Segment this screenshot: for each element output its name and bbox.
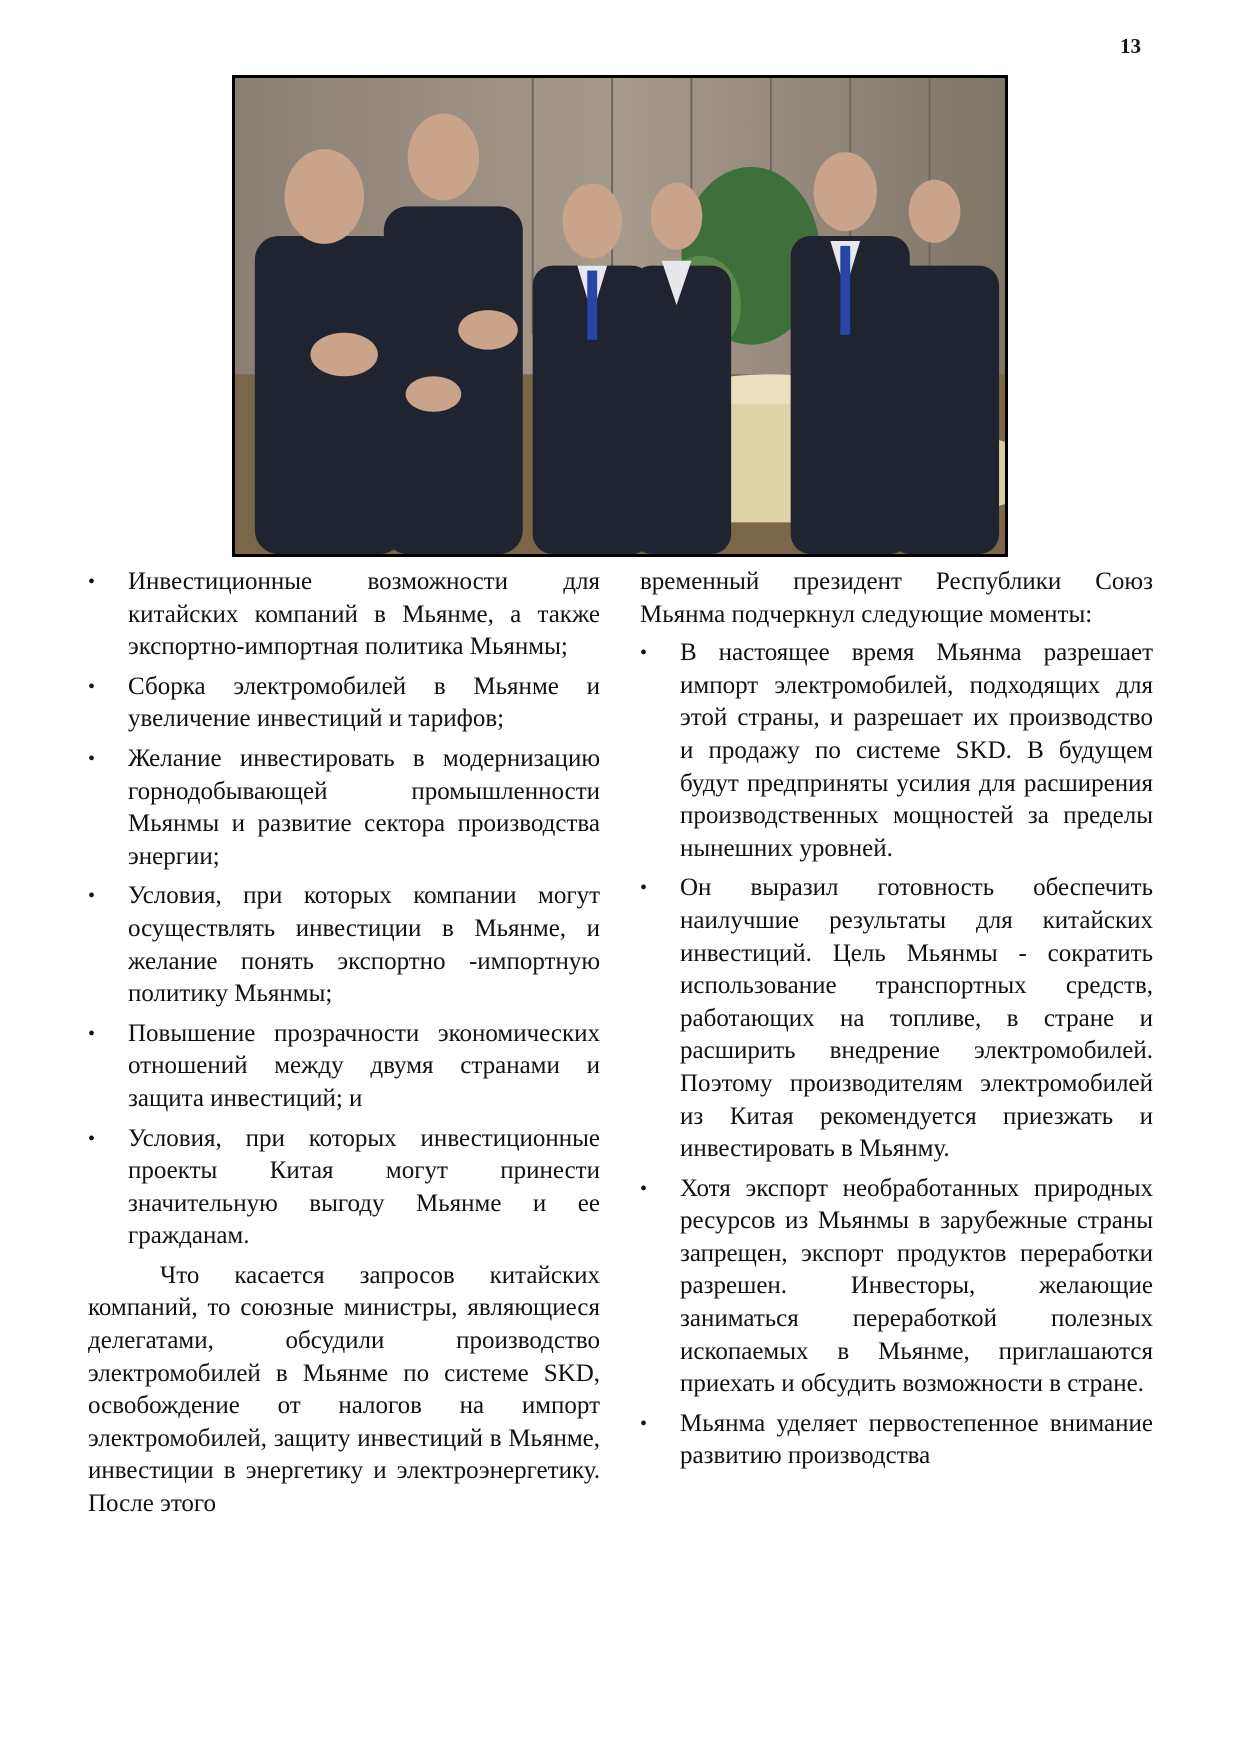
right-column <box>640 566 1153 1480</box>
list-item: • Условия, при которых инвестиционные проекты Китая могут принести значительную выгоду Мьянме и ее гражданам. <box>88 1123 600 1253</box>
left-column <box>88 566 600 1521</box>
list-item: • Хотя экспорт необработанных природных ресурсов из Мьянмы в зарубежные страны запрещен, экспорт продуктов переработки разрешен. Инвесторы, желающие заниматься переработкой полезных ископаемых в Мьянме, приглашаются приехать и обсудить возможности в стране. <box>640 1173 1153 1401</box>
page-number: 13 <box>1120 34 1141 58</box>
list-item: • В настоящее время Мьянма разрешает импорт электромобилей, подходящих для этой страны, и разрешает их производство и продажу по системе SKD. В будущем будут предприняты усилия для расширения производственных мощностей за пределы нынешних уровней. <box>640 637 1153 865</box>
left-bullet-list <box>88 566 600 1253</box>
list-item: • Инвестиционные возможности для китайских компаний в Мьянме, а также экспортно-импортная политика Мьянмы; <box>88 566 600 664</box>
intro-paragraph: временный президент Республики Союз Мьянма подчеркнул следующие моменты: <box>640 568 1153 628</box>
right-bullet-list <box>640 637 1153 1473</box>
photo-illustration <box>235 78 1005 554</box>
event-photo <box>232 75 1008 557</box>
body-paragraph: Что касается запросов китайских компаний, то союзные министры, являющиеся делегатами, обсудили производство электромобилей в Мьянме по системе SKD, освобождение от налогов на импорт электромобилей, защиту инвестиций в Мьянме, инвестиции в энергетику и электроэнергетику. После этого <box>88 1261 600 1518</box>
list-item: • Сборка электромобилей в Мьянме и увеличение инвестиций и тарифов; <box>88 671 600 736</box>
list-item: • Желание инвестировать в модернизацию горнодобывающей промышленности Мьянмы и развитие сектора производства энергии; <box>88 743 600 873</box>
list-item: • Он выразил готовность обеспечить наилучшие результаты для китайских инвестиций. Цель Мьянмы - сократить использование транспортных средств, работающих на топливе, в стране и расширить внедрение электромобилей. Поэтому производителям электромобилей из Китая рекомендуется приезжать и инвестировать в Мьянму. <box>640 872 1153 1165</box>
list-item: • Повышение прозрачности экономических отношений между двумя странами и защита инвестиций; и <box>88 1018 600 1116</box>
list-item: • Мьянма уделяет первостепенное внимание развитию производства <box>640 1408 1153 1473</box>
list-item: • Условия, при которых компании могут осуществлять инвестиции в Мьянме, и желание понять экспортно -импортную политику Мьянмы; <box>88 880 600 1010</box>
